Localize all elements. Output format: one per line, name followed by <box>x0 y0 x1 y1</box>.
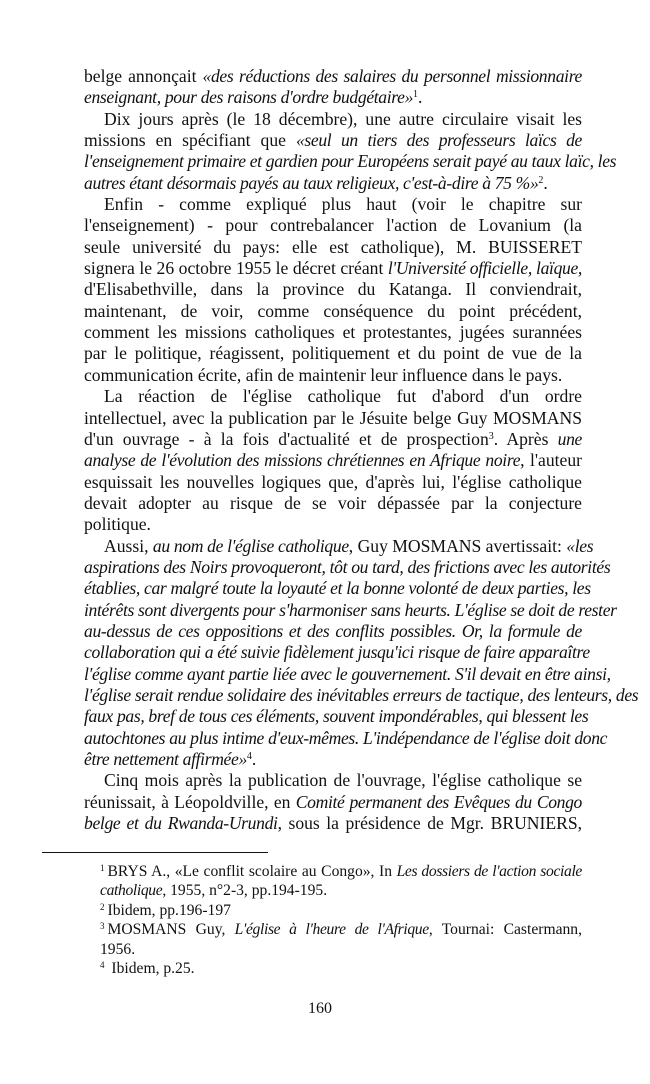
italic-text: l'Université officielle, laïque, <box>387 258 582 279</box>
text-line <box>84 749 582 770</box>
footnote-ref: 2 <box>538 174 544 186</box>
footnote-separator <box>42 852 268 853</box>
text-line <box>84 727 608 749</box>
text-run: Ibidem, pp.196-197 <box>107 901 231 919</box>
text-line <box>84 66 582 87</box>
footnote-marker: 1 <box>100 863 105 873</box>
text-line <box>84 770 582 791</box>
text-line <box>84 621 582 642</box>
italic-text: «seul un tiers des professeurs laïcs de <box>295 130 582 151</box>
text-line <box>84 151 617 172</box>
text-line <box>84 386 582 407</box>
footnote-marker: 3 <box>100 921 105 932</box>
paragraph <box>84 194 582 386</box>
text-run: d'un ouvrage - à la fois d'actualité et de prospection <box>84 428 489 449</box>
italic-text: «des réductions des salaires du personnel missionnaire <box>202 66 582 86</box>
text-run: devait adopter au risque de se voir dépassée par la conjecture <box>84 492 582 513</box>
text-line <box>84 684 639 706</box>
text-line <box>84 578 591 599</box>
footnote-line <box>100 881 582 900</box>
text-run: esquissait les nouvelles logiques que, d'après lui, l'église catholique <box>84 471 582 492</box>
text-run: , sous la présidence de Mgr. BRUNIERS, <box>277 813 583 834</box>
italic-text: Les dossiers de l'action sociale <box>396 863 583 880</box>
italic-text: enseignant, pour des raisons d'ordre budgétaire» <box>84 87 414 108</box>
text-run: missions en spécifiant que <box>84 130 296 151</box>
footnote-marker: 2 <box>100 901 105 912</box>
text-run: 1956. <box>100 940 136 958</box>
page-number: 160 <box>308 1000 332 1017</box>
text-line <box>84 301 582 322</box>
text-run: Dix jours après (le 18 décembre), une autre circulaire visait les <box>104 108 582 129</box>
footnote-ref: 4 <box>246 751 252 762</box>
text-run: . <box>543 172 548 193</box>
text-line <box>84 450 582 471</box>
footnote-line <box>100 940 582 959</box>
text-line <box>84 194 582 215</box>
italic-text: aspirations des Noirs provoqueront, tôt ou tard, des frictions avec les autorités <box>84 556 611 577</box>
footnote <box>100 920 582 959</box>
text-line <box>84 535 594 557</box>
italic-text: autres étant désormais payés au taux religieux, c'est-à-dire à 75 %» <box>84 172 539 193</box>
text-run: . <box>418 87 423 108</box>
text-line <box>84 706 589 727</box>
italic-text: intérêts sont divergents pour s'harmoniser sans heurts. L'église se doit de rester <box>84 599 617 620</box>
text-line <box>84 429 582 450</box>
text-line <box>84 813 582 834</box>
footnote-ref: 3 <box>488 430 494 442</box>
text-line <box>84 130 582 151</box>
text-run: MOSMANS Guy, <box>107 921 235 939</box>
text-line <box>84 556 611 578</box>
text-run: Ibidem, p.25. <box>107 960 195 978</box>
text-run: , Guy MOSMANS avertissait: <box>348 535 567 556</box>
italic-text: être nettement affirmée» <box>84 749 247 769</box>
italic-text: «les <box>566 535 594 556</box>
paragraph <box>84 770 582 834</box>
italic-text: belge et du Rwanda-Urundi <box>84 813 278 834</box>
italic-text: faux pas, bref de tous ces éléments, souvent impondérables, qui blessent les <box>84 706 589 727</box>
text-run: politique. <box>84 514 151 535</box>
italic-text: une <box>557 428 582 449</box>
paragraph <box>84 386 582 535</box>
text-run: Enfin - comme expliqué plus haut (voir le chapitre sur <box>104 194 582 215</box>
text-run: Aussi, <box>104 535 153 556</box>
text-run: La réaction de l'église catholique fut d'abord d'un ordre <box>104 386 582 407</box>
footnote <box>100 862 582 901</box>
paragraph <box>84 535 639 771</box>
text-line <box>84 237 582 258</box>
text-run: . Après <box>493 428 558 449</box>
footnote <box>100 959 582 978</box>
text-run: belge annonçait <box>84 66 203 86</box>
text-run: d'Elisabethville, dans la province du Katanga. Il conviendrait, <box>84 279 582 300</box>
paragraph <box>84 66 582 109</box>
text-line <box>84 109 582 130</box>
text-line <box>84 258 582 279</box>
italic-text: autochtones au plus intime d'eux-mêmes. L'indépendance de l'église doit donc <box>84 727 608 748</box>
footnote-line <box>100 959 582 978</box>
footnote-line <box>100 862 582 881</box>
text-line <box>84 514 582 535</box>
text-line <box>84 599 617 621</box>
text-run: Cinq mois après la publication de l'ouvrage, l'église catholique se <box>104 770 582 791</box>
italic-text: l'enseignement primaire et gardien pour Européens serait payé au taux laïc, les <box>84 151 617 172</box>
text-line <box>84 279 582 300</box>
italic-text: Comité permanent des Evêques du Congo <box>295 791 582 812</box>
text-line <box>84 365 582 386</box>
text-line <box>84 642 590 663</box>
text-run: maintenant, de voir, comme conséquence du point précédent, <box>84 300 582 321</box>
text-run: par le politique, réagissent, politiquement et du point de vue de la <box>84 343 582 364</box>
italic-text: au nom de l'église catholique <box>152 535 349 556</box>
text-line <box>84 322 582 343</box>
text-run: BRYS A., «Le conflit scolaire au Congo», In <box>107 863 397 880</box>
text-line <box>84 493 582 514</box>
text-line <box>84 215 582 236</box>
text-run: signera le 26 octobre 1955 le décret créant <box>84 258 388 279</box>
text-run: seule université du pays: elle est catholique), M. BUISSERET <box>84 236 582 257</box>
footnote-marker: 4 <box>100 960 105 971</box>
text-line <box>84 87 582 108</box>
text-run: . <box>251 749 257 769</box>
text-run: , l'auteur <box>520 450 582 471</box>
text-run: comment les missions catholiques et protestantes, jugées surannées <box>84 322 582 343</box>
text-line <box>84 792 582 813</box>
text-line <box>84 472 582 493</box>
text-line <box>84 173 582 194</box>
italic-text: l'église comme ayant partie liée avec le gouvernement. S'il devait en être ainsi, <box>84 663 611 684</box>
text-line <box>84 663 611 685</box>
text-line <box>84 408 582 429</box>
italic-text: au-dessus de ces oppositions et des conflits possibles. Or, la formule de <box>84 620 582 641</box>
footnotes <box>100 862 582 978</box>
italic-text: L'église à l'heure de l'Afrique <box>234 921 429 939</box>
text-run: , 1955, n°2-3, pp.194-195. <box>162 882 328 900</box>
text-run: intellectuel, avec la publication par le Jésuite belge Guy MOSMANS <box>84 407 582 428</box>
footnote-ref: 1 <box>413 89 419 101</box>
paragraph <box>84 108 617 194</box>
text-line <box>84 343 582 364</box>
text-run: l'enseignement) - pour contrebalancer l'action de Lovanium (la <box>84 215 582 236</box>
footnote-line <box>100 901 582 920</box>
italic-text: analyse de l'évolution des missions chrétiennes en Afrique noire <box>84 450 521 471</box>
text-run: réunissait, à Léopoldville, en <box>84 791 296 812</box>
italic-text: collaboration qui a été suivie fidèlement jusqu'ici risque de faire apparaître <box>84 642 590 663</box>
italic-text: l'église serait rendue solidaire des inévitables erreurs de tactique, des lenteurs, des <box>84 684 639 705</box>
text-run: communication écrite, afin de maintenir leur influence dans le pays. <box>84 364 563 385</box>
italic-text: établies, car malgré toute la loyauté et la bonne volonté de deux parties, les <box>84 578 591 599</box>
text-run: , Tournai: Castermann, <box>428 921 582 939</box>
italic-text: catholique <box>100 882 163 900</box>
footnote <box>100 901 582 920</box>
footnote-line <box>100 920 582 939</box>
main-text <box>84 66 639 834</box>
